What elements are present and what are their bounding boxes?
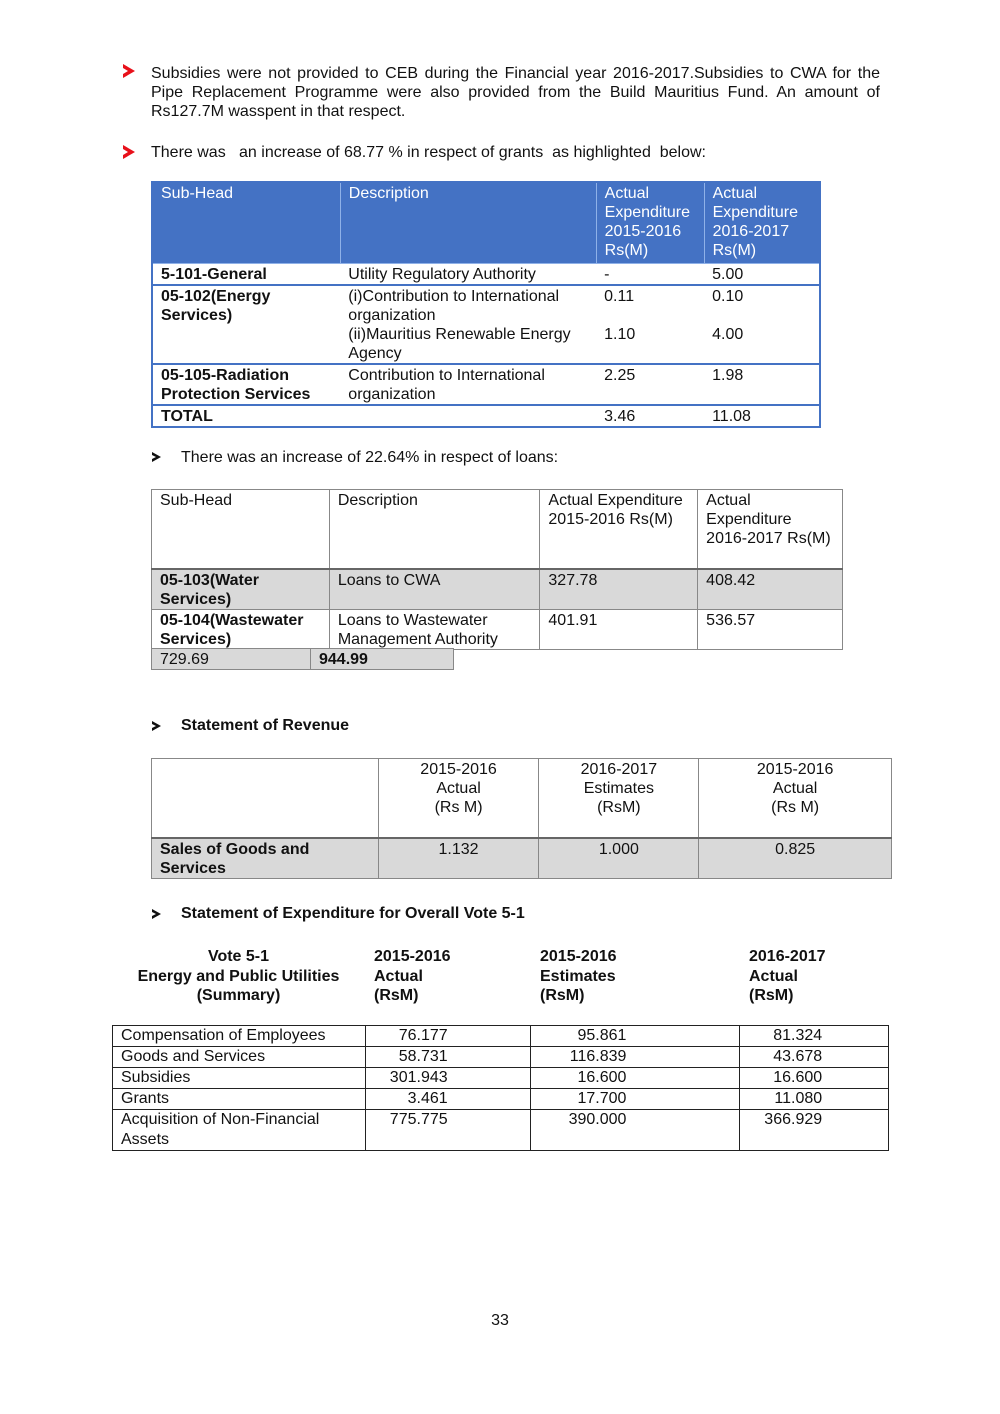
table-header-row: [152, 182, 820, 263]
bullet-arrow-icon: [152, 909, 161, 919]
bullet-arrow-icon: [123, 145, 135, 159]
value-text: 16.600: [577, 1069, 627, 1086]
value-cell: [531, 1110, 740, 1151]
value-text: 301.943: [389, 1069, 448, 1086]
head-line: 2015-2016: [540, 948, 617, 965]
expenditure-table: [112, 1025, 889, 1151]
subsidies-paragraph: Subsidies were not provided to CEB during the Financial year 2016-2017.Subsidies to CWA for the Pipe Replacement Programme were also provided from the Build Mauritius Fund. An amount of Rs127.7M wasspent in that respect.: [151, 65, 880, 120]
subhead-cell: 05-104(Wastewater Services): [152, 609, 330, 649]
table-row: [152, 569, 843, 610]
total-row: [152, 405, 820, 427]
header-cell: Description: [329, 490, 540, 569]
empty-cell: [340, 405, 596, 427]
value-cell: [740, 1047, 889, 1068]
total-value: 944.99: [311, 649, 454, 670]
value-cell: [740, 1110, 889, 1151]
head-line: 2015-2016: [374, 948, 451, 965]
row-label: Subsidies: [113, 1068, 366, 1089]
value-text: 16.600: [773, 1069, 823, 1086]
row-label: Compensation of Employees: [113, 1026, 366, 1047]
value-text: 76.177: [398, 1027, 448, 1044]
head-line: (RsM): [749, 987, 794, 1004]
header-line: 2015-2016: [420, 761, 497, 778]
expenditure-head-col4: [749, 947, 889, 1006]
bullet-arrow-icon: [152, 721, 161, 731]
description-cell: Loans to Wastewater Management Authority: [329, 609, 540, 649]
bullet-arrow-icon: [152, 452, 161, 462]
value-text: 58.731: [398, 1048, 448, 1065]
header-cell: Sub-Head: [152, 490, 330, 569]
grants-intro: There was an increase of 68.77 % in respect of grants as highlighted below:: [151, 144, 706, 161]
loans-intro: There was an increase of 22.64% in respect of loans:: [181, 449, 559, 466]
value-text: 95.861: [577, 1027, 627, 1044]
expenditure-heading: Statement of Expenditure for Overall Vote 5-1: [181, 905, 525, 922]
row-label: Grants: [113, 1089, 366, 1110]
subhead-cell: 05-102(Energy Services): [152, 285, 340, 364]
value-cell: 2.25: [596, 364, 704, 405]
value-text: 43.678: [773, 1048, 823, 1065]
table-row: [152, 285, 820, 364]
value-cell: 408.42: [698, 569, 843, 610]
table-row: [152, 609, 843, 649]
subhead-cell: 05-105-Radiation Protection Services: [152, 364, 340, 405]
subhead-cell: 05-103(Water Services): [152, 569, 330, 610]
table-header-row: [152, 490, 843, 569]
table-row: [113, 1089, 889, 1110]
total-row: [152, 649, 454, 670]
value-cell: -: [596, 263, 704, 285]
value-cell: [740, 1026, 889, 1047]
value-cell: 1.000: [539, 838, 699, 879]
table-row: [113, 1068, 889, 1089]
header-line: 2016-2017: [580, 761, 658, 778]
head-line: Energy and Public Utilities: [137, 967, 340, 985]
value-cell: [531, 1089, 740, 1110]
revenue-table: [151, 758, 892, 879]
value-text: 390.000: [568, 1111, 627, 1128]
value-text: 17.700: [577, 1090, 627, 1107]
value-cell: 0.825: [699, 838, 892, 879]
head-line: 2016-2017: [749, 948, 826, 965]
value-cell: 401.91: [540, 609, 698, 649]
total-value: 3.46: [604, 407, 636, 425]
table-row: [113, 1026, 889, 1047]
value-text: 11.080: [774, 1090, 823, 1107]
value-line: 0.10: [712, 287, 744, 305]
description-cell: [340, 285, 596, 364]
loans-table: [151, 489, 843, 650]
expenditure-head-col1: [112, 947, 365, 1006]
header-line: (Rs M): [771, 799, 820, 816]
header-cell: Sub-Head: [152, 182, 340, 263]
value-cell: 1.98: [704, 364, 820, 405]
header-line: Actual: [772, 780, 818, 797]
value-cell: 1.132: [378, 838, 539, 879]
description-cell: Loans to CWA: [329, 569, 540, 610]
table-header-row: [152, 759, 892, 838]
header-cell: [699, 759, 892, 838]
value-line: 0.11: [604, 287, 635, 305]
value-cell: [365, 1110, 531, 1151]
value-line: 1.10: [604, 325, 636, 343]
value-line: 4.00: [712, 325, 744, 343]
total-label: TOTAL: [161, 407, 213, 425]
header-line: (RsM): [597, 799, 641, 816]
header-cell: Actual Expenditure 2015-2016 Rs(M): [596, 182, 704, 263]
value-cell: [531, 1068, 740, 1089]
header-cell-empty: [152, 759, 379, 838]
value-cell: 536.57: [698, 609, 843, 649]
description-cell: Utility Regulatory Authority: [340, 263, 596, 285]
loans-total-table: [151, 648, 454, 670]
table-row: [113, 1110, 889, 1151]
bullet-arrow-icon: [123, 64, 135, 78]
description-line: (ii)Mauritius Renewable Energy Agency: [348, 325, 571, 362]
total-value: 11.08: [712, 407, 751, 425]
value-cell: [531, 1047, 740, 1068]
table-row: [152, 263, 820, 285]
header-line: Actual: [436, 780, 481, 797]
head-line: Vote 5-1: [207, 948, 270, 965]
expenditure-head-col3: [540, 947, 690, 1006]
header-line: Estimates: [583, 780, 654, 797]
value-text: 81.324: [773, 1027, 823, 1044]
header-line: (Rs M): [434, 799, 483, 816]
head-line: (RsM): [540, 987, 585, 1004]
grants-table: [151, 181, 821, 428]
row-label: Sales of Goods and Services: [152, 838, 379, 879]
value-cell: [740, 1089, 889, 1110]
value-text: 3.461: [407, 1090, 448, 1107]
expenditure-head-col2: [374, 947, 524, 1006]
value-text: 775.775: [389, 1111, 448, 1128]
header-cell: Description: [340, 182, 596, 263]
subhead-cell: 5-101-General: [152, 263, 340, 285]
head-line: Actual: [749, 967, 798, 985]
header-cell: [378, 759, 539, 838]
row-label: Goods and Services: [113, 1047, 366, 1068]
page-number: 33: [491, 1312, 509, 1329]
value-cell: [365, 1047, 531, 1068]
value-cell: 327.78: [540, 569, 698, 610]
header-cell: Actual Expenditure 2015-2016 Rs(M): [540, 490, 698, 569]
table-row: [152, 364, 820, 405]
total-value: 729.69: [152, 649, 311, 670]
value-cell: [365, 1026, 531, 1047]
header-cell: Actual Expenditure 2016-2017 Rs(M): [698, 490, 843, 569]
row-label: Acquisition of Non-Financial Assets: [113, 1110, 366, 1151]
head-line: Actual: [374, 967, 423, 985]
head-line: (Summary): [196, 987, 281, 1004]
value-cell: [365, 1068, 531, 1089]
table-row: [113, 1047, 889, 1068]
head-line: Estimates: [540, 967, 616, 985]
head-line: (RsM): [374, 987, 419, 1004]
value-cell: [365, 1089, 531, 1110]
value-cell: 5.00: [704, 263, 820, 285]
header-cell: Actual Expenditure 2016-2017 Rs(M): [704, 182, 820, 263]
value-cell: [740, 1068, 889, 1089]
header-line: 2015-2016: [756, 761, 834, 778]
description-line: (i)Contribution to International organization: [348, 287, 560, 324]
value-text: 366.929: [764, 1111, 823, 1128]
value-cell: [531, 1026, 740, 1047]
description-cell: Contribution to International organization: [340, 364, 596, 405]
value-cell: [704, 285, 820, 364]
header-cell: [539, 759, 699, 838]
revenue-heading: Statement of Revenue: [181, 717, 350, 734]
table-row: [152, 838, 892, 879]
value-text: 116.839: [569, 1048, 627, 1065]
value-cell: [596, 285, 704, 364]
